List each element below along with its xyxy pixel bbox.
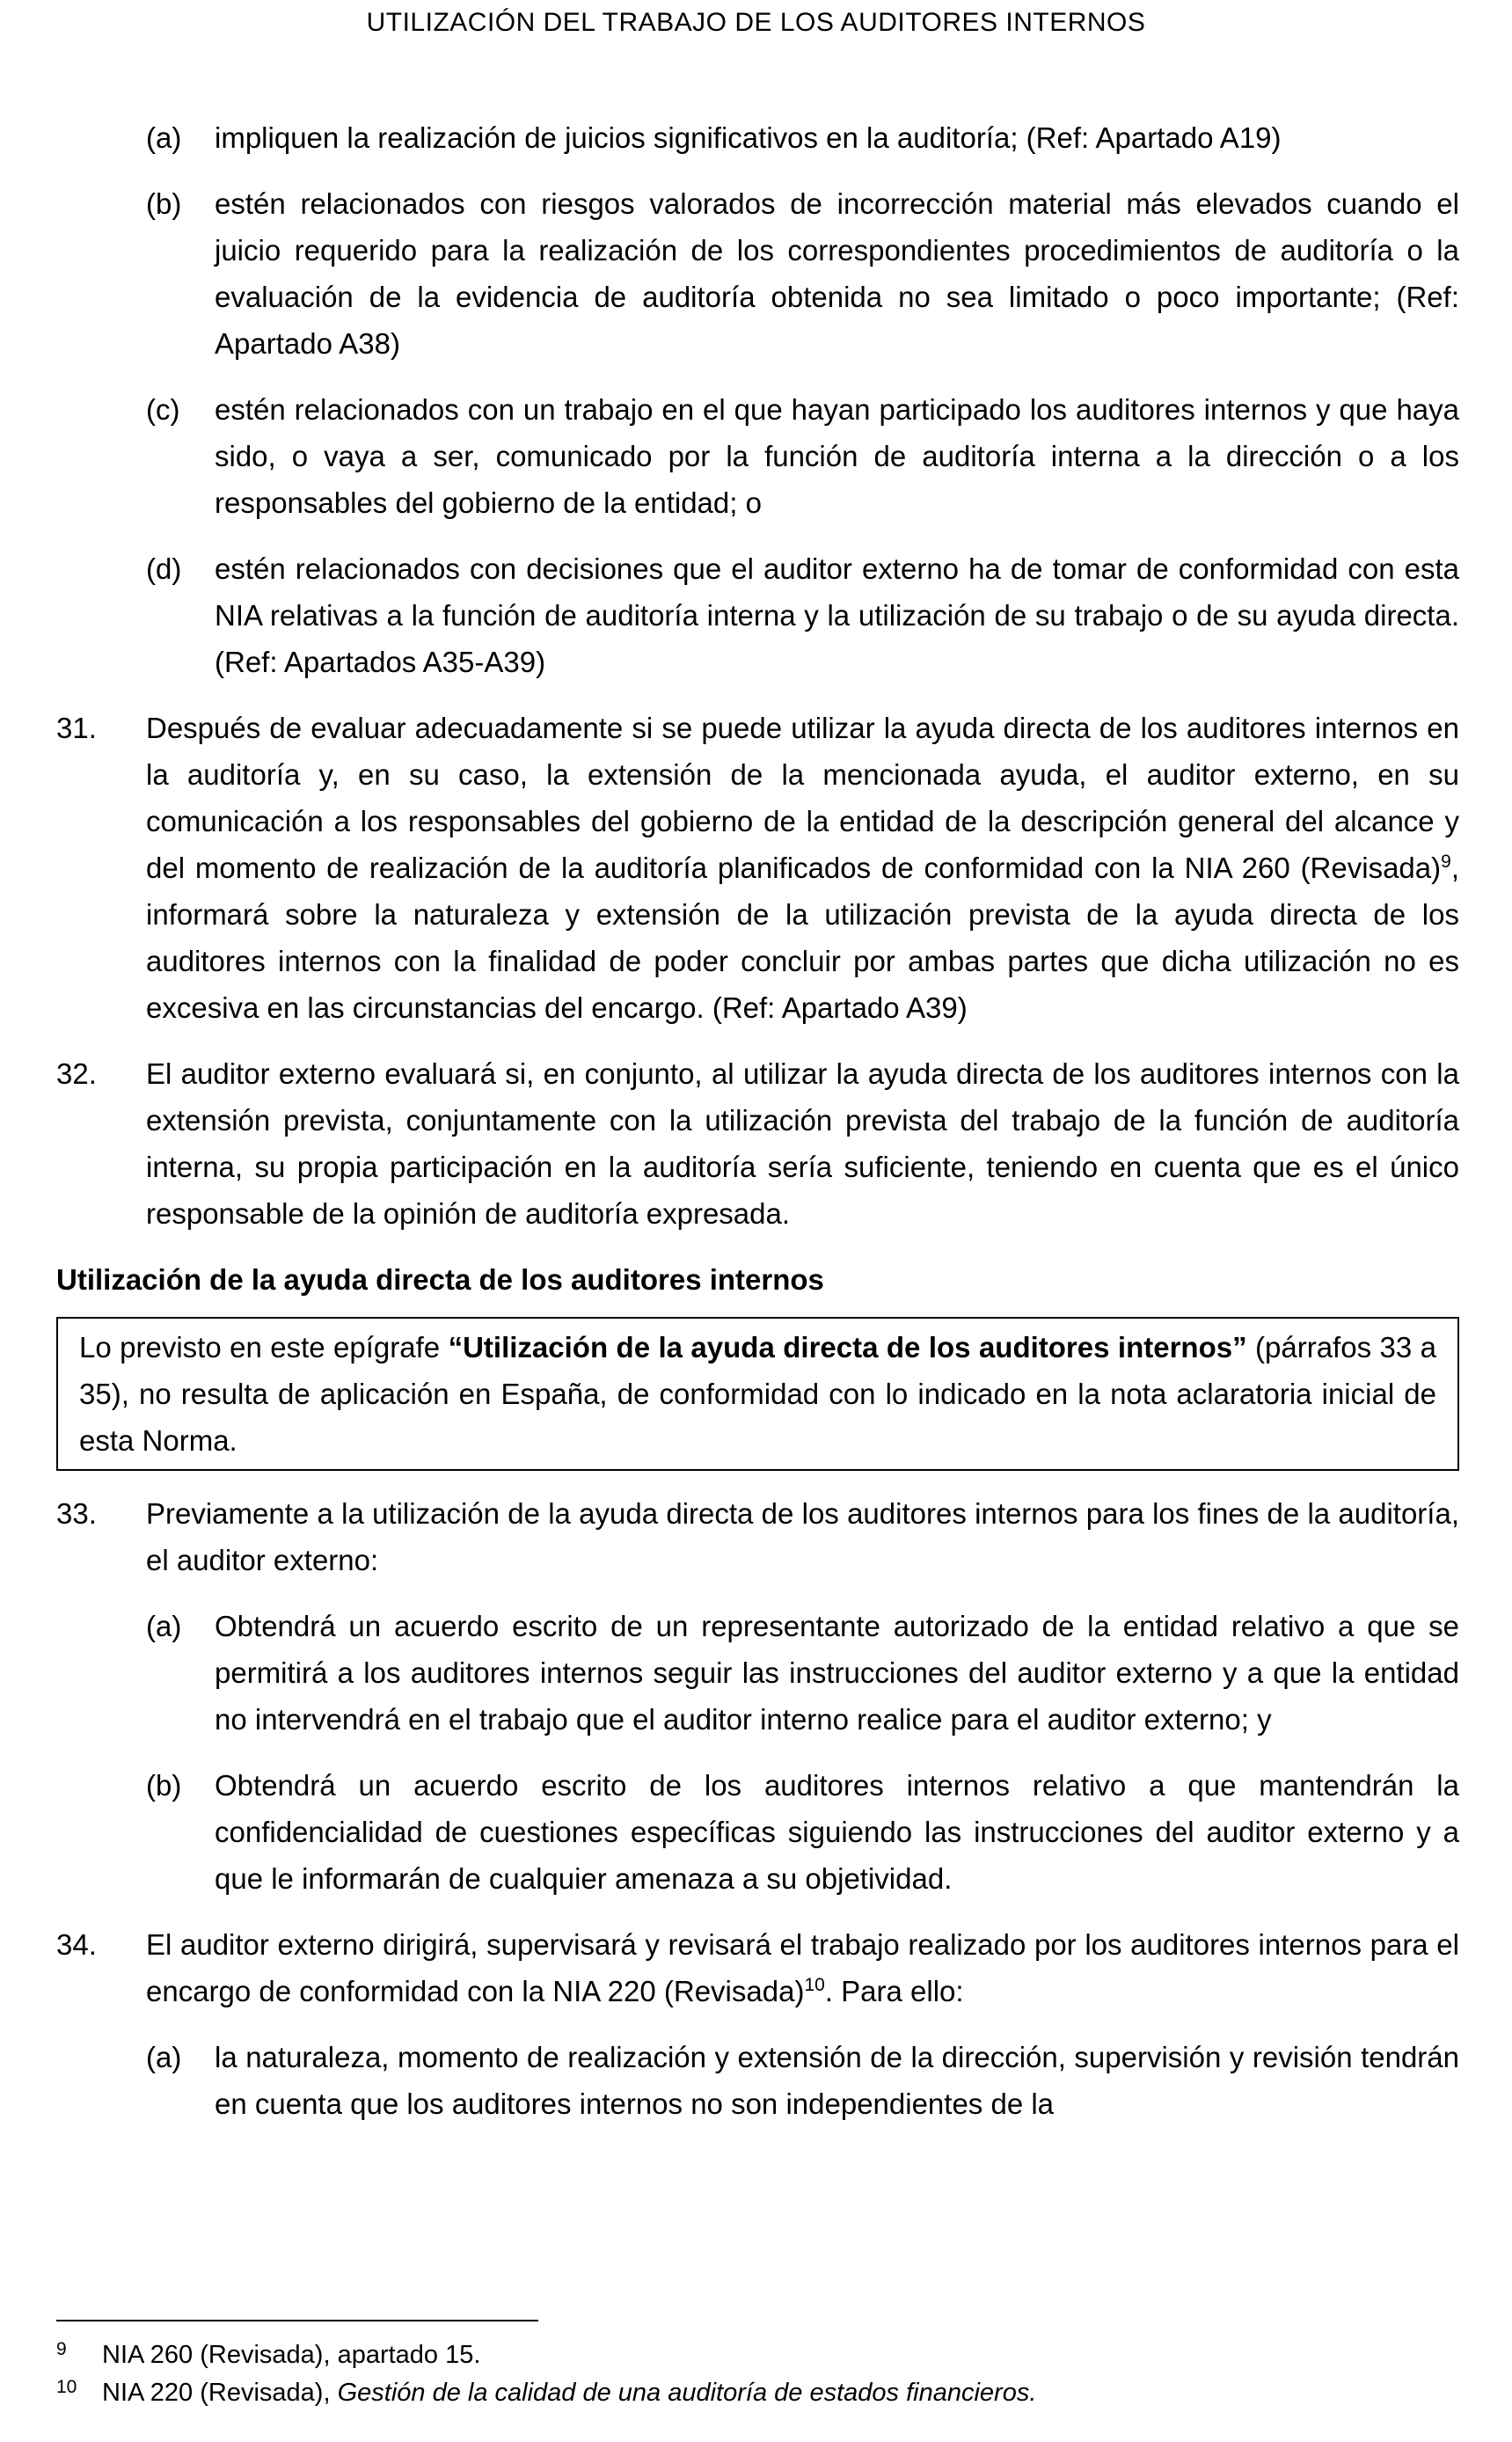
list-item-marker: (b) bbox=[146, 187, 182, 220]
footnote-separator bbox=[56, 2320, 538, 2321]
footnote-10 bbox=[56, 2374, 1459, 2412]
paragraph-number: 33. bbox=[56, 1497, 97, 1530]
list-item bbox=[146, 114, 1459, 161]
list-item-marker: (b) bbox=[146, 1769, 182, 1802]
list-item-marker: (a) bbox=[146, 2041, 182, 2073]
footnote-text bbox=[102, 2336, 480, 2374]
footnote-number: 9 bbox=[56, 2339, 67, 2359]
paragraph-text: El auditor externo evaluará si, en conjunto, al utilizar la ayuda directa de los auditores internos con la extensión prevista, conjuntamente con la utilización prevista del trabajo de la función de auditoría interna, su propia participación en la auditoría sería suficiente, teniendo en cuenta que es el único responsable de la opinión de auditoría expresada. bbox=[146, 1057, 1459, 1230]
paragraph-text: Previamente a la utilización de la ayuda directa de los auditores internos para los fines de la auditoría, el auditor externo: bbox=[146, 1497, 1459, 1576]
list-item-text: impliquen la realización de juicios significativos en la auditoría; (Ref: Apartado A19) bbox=[215, 121, 1282, 154]
list-item-marker: (c) bbox=[146, 393, 180, 426]
list-item-text: estén relacionados con riesgos valorados de incorrección material más elevados cuando el juicio requerido para la realización de los correspondientes procedimientos de auditoría o la evaluación de la evidencia de auditoría obtenida no sea limitado o poco importante; (Ref: Apartado A38) bbox=[215, 187, 1459, 360]
footnote-number: 10 bbox=[56, 2377, 77, 2397]
paragraph-text-part: Después de evaluar adecuadamente si se puede utilizar la ayuda directa de los auditores internos en la auditoría y, en su caso, la extensión de la mencionada ayuda, el auditor externo, en su comunicación a los responsables del gobierno de la entidad de la descripción general del alcance y del momento de realización de la auditoría planificados de conformidad con la NIA 260 (Revisada) bbox=[146, 712, 1459, 884]
list-item-marker: (d) bbox=[146, 552, 182, 585]
paragraph-text-part: . Para ello: bbox=[824, 1975, 964, 2007]
applicability-notice-box bbox=[56, 1317, 1459, 1471]
paragraph-text bbox=[146, 705, 1459, 1031]
footnote-italic-text: Gestión de la calidad de una auditoría de estados financieros. bbox=[337, 2379, 1037, 2407]
notice-bold-text: “Utilización de la ayuda directa de los auditores internos” bbox=[448, 1331, 1247, 1364]
paragraph-text-part: , informará sobre la naturaleza y extensión de la utilización prevista de la ayuda directa de los auditores internos con la finalidad de poder concluir por ambas partes que dicha utilización no es excesiva en las circunstancias del encargo. (Ref: Apartado A39) bbox=[146, 852, 1459, 1024]
footnote-9 bbox=[56, 2336, 1459, 2374]
notice-text: (párrafos 33 a 35), no resulta de aplicación en España, de conformidad con lo indicado en la nota aclaratoria inicial de esta Norma. bbox=[79, 1331, 1436, 1457]
list-item bbox=[146, 1762, 1459, 1902]
paragraph-31 bbox=[56, 705, 1459, 1031]
list-item bbox=[146, 180, 1459, 367]
list-item-marker: (a) bbox=[146, 121, 182, 154]
list-item-marker: (a) bbox=[146, 1610, 182, 1642]
list-item bbox=[146, 2034, 1459, 2127]
paragraph-number: 32. bbox=[56, 1057, 97, 1090]
list-item-text: estén relacionados con decisiones que el auditor externo ha de tomar de conformidad con esta NIA relativas a la función de auditoría interna y la utilización de su trabajo o de su ayuda directa. (Ref: Apartados A35-A39) bbox=[215, 552, 1459, 678]
list-item bbox=[146, 386, 1459, 526]
footnote-text-part: NIA 260 (Revisada), apartado 15. bbox=[102, 2341, 481, 2369]
list-item-text: Obtendrá un acuerdo escrito de los auditores internos relativo a que mantendrán la confidencialidad de cuestiones específicas siguiendo las instrucciones del auditor externo y a que le informarán de cualquier amenaza a su objetividad. bbox=[215, 1769, 1459, 1895]
running-header: UTILIZACIÓN DEL TRABAJO DE LOS AUDITORES INTERNOS bbox=[366, 8, 1146, 37]
paragraph-33 bbox=[56, 1490, 1459, 1583]
document-body bbox=[56, 114, 1459, 2127]
paragraph-34 bbox=[56, 1921, 1459, 2014]
paragraph-number: 31. bbox=[56, 712, 97, 744]
list-item-text: la naturaleza, momento de realización y extensión de la dirección, supervisión y revisión tendrán en cuenta que los auditores internos no son independientes de la bbox=[215, 2041, 1459, 2120]
notice-text: Lo previsto en este epígrafe bbox=[79, 1331, 449, 1364]
footnote-ref-9[interactable]: 9 bbox=[1441, 852, 1451, 872]
footnote-text bbox=[102, 2374, 1036, 2412]
footnote-text-part: NIA 220 (Revisada), bbox=[102, 2379, 338, 2407]
paragraph-32 bbox=[56, 1050, 1459, 1237]
section-heading: Utilización de la ayuda directa de los auditores internos bbox=[56, 1263, 824, 1296]
paragraph-number: 34. bbox=[56, 1928, 97, 1961]
list-item bbox=[146, 545, 1459, 685]
list-item-text: estén relacionados con un trabajo en el que hayan participado los auditores internos y que haya sido, o vaya a ser, comunicado por la función de auditoría interna a la dirección o a los responsables del gobierno de la entidad; o bbox=[215, 393, 1459, 519]
list-item-text: Obtendrá un acuerdo escrito de un representante autorizado de la entidad relativo a que se permitirá a los auditores internos seguir las instrucciones del auditor externo y a que la entidad no intervendrá en el trabajo que el auditor interno realice para el auditor externo; y bbox=[215, 1610, 1459, 1736]
footnotes bbox=[56, 2336, 1459, 2412]
paragraph-text-part: El auditor externo dirigirá, supervisará y revisará el trabajo realizado por los auditores internos para el encargo de conformidad con la NIA 220 (Revisada) bbox=[146, 1928, 1459, 2007]
list-item bbox=[146, 1603, 1459, 1743]
footnote-ref-10[interactable]: 10 bbox=[804, 1975, 825, 1995]
paragraph-text bbox=[146, 1921, 1459, 2014]
